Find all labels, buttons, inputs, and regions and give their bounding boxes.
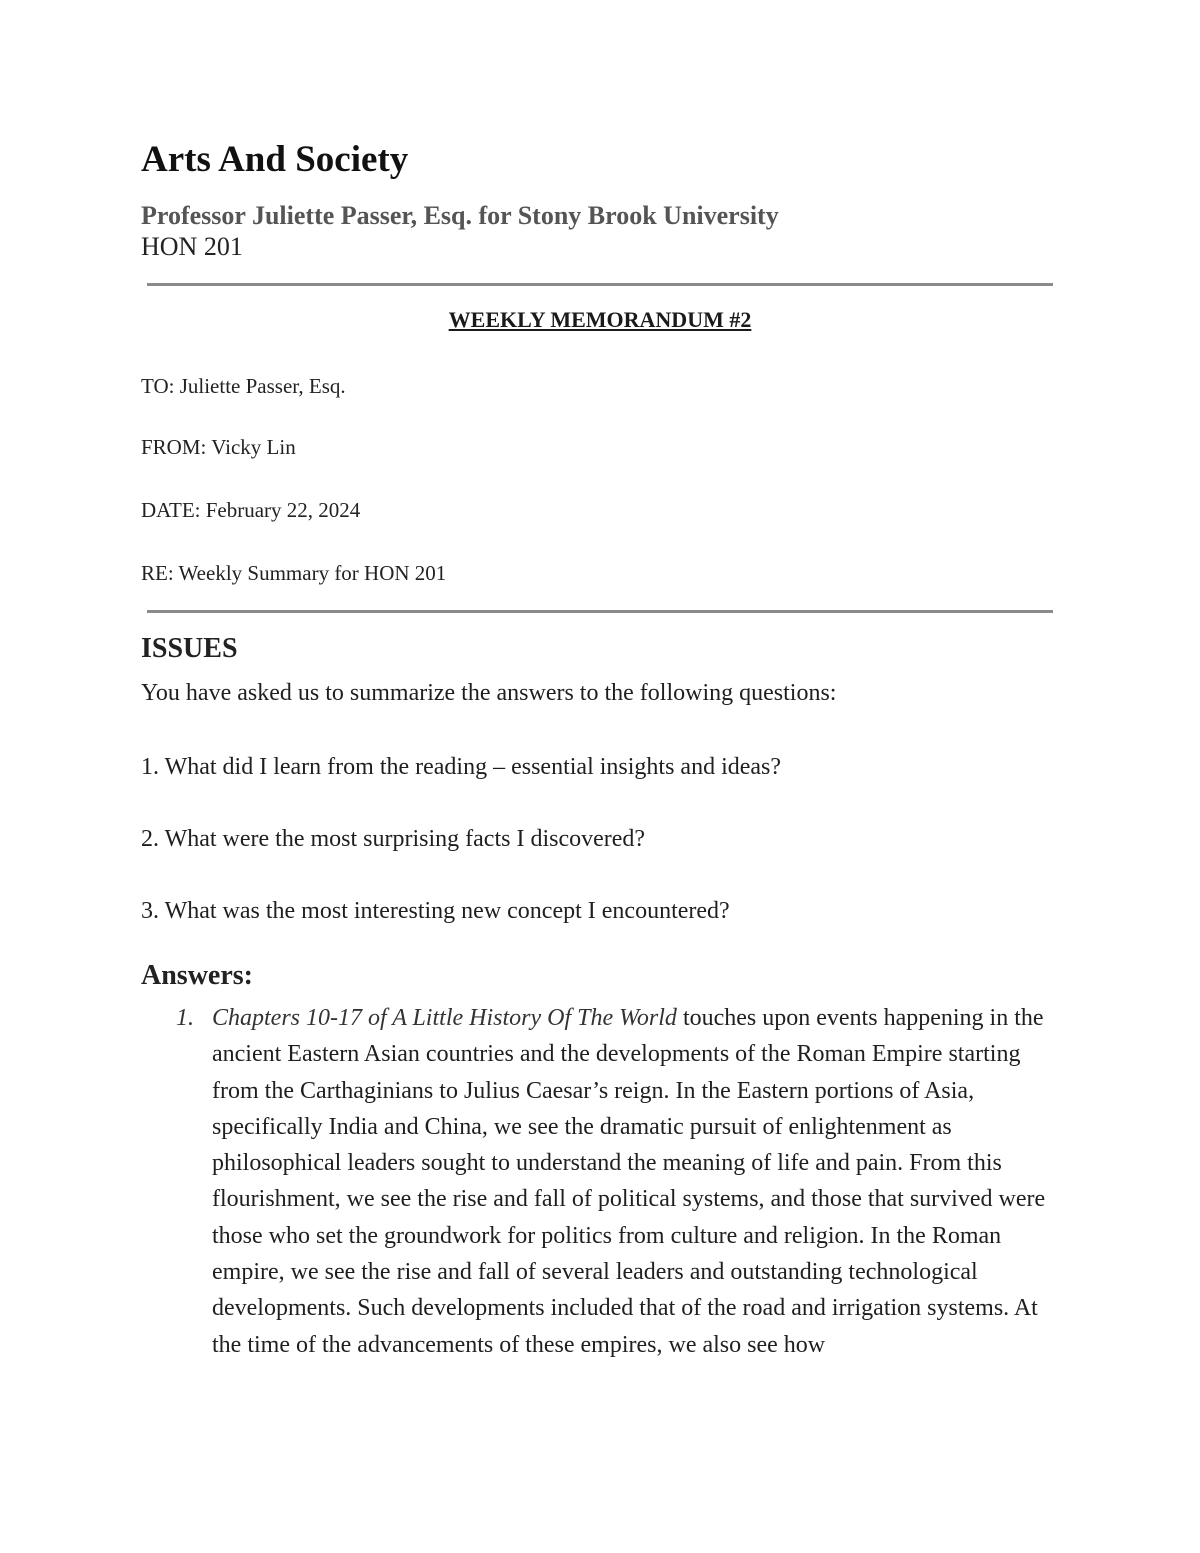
book-title: Chapters 10-17 of A Little History Of The World [212,1005,677,1031]
professor-line: Professor Juliette Passer, Esq. for Stony Brook University [141,201,779,230]
question-item: 3. What was the most interesting new concept I encountered? [141,898,730,924]
answers-list [176,1000,1056,1363]
answers-heading: Answers: [141,960,253,991]
memo-date: DATE: February 22, 2024 [141,498,361,522]
document-title: Arts And Society [141,139,409,180]
answer-item [176,1000,1056,1363]
question-item: 2. What were the most surprising facts I discovered? [141,826,646,852]
memo-to: TO: Juliette Passer, Esq. [141,374,346,398]
course-code: HON 201 [141,232,243,261]
memo-heading: WEEKLY MEMORANDUM #2 [448,307,752,332]
memo-from: FROM: Vicky Lin [141,435,296,459]
divider-bottom [147,610,1053,613]
issues-heading: ISSUES [141,633,238,664]
memo-re: RE: Weekly Summary for HON 201 [141,561,447,585]
question-item: 1. What did I learn from the reading – essential insights and ideas? [141,754,782,780]
divider-top [147,283,1053,286]
issues-intro: You have asked us to summarize the answers to the following questions: [141,680,837,706]
answer-number: 1. [176,1005,194,1031]
answer-text: touches upon events happening in the ancient Eastern Asian countries and the developments of the Roman Empire starting from the Carthaginians to Julius Caesar’s reign. In the Eastern portions of Asia, specifically India and China, we see the dramatic pursuit of enlightenment as philosophical leaders sought to understand the meaning of life and pain. From this flourishment, we see the rise and fall of political systems, and those that survived were those who set the groundwork for politics from culture and religion. In the Roman empire, we see the rise and fall of several leaders and outstanding technological developments. Such developments included that of the road and irrigation systems. At the time of the advancements of these empires, we also see how [212,1005,1046,1358]
